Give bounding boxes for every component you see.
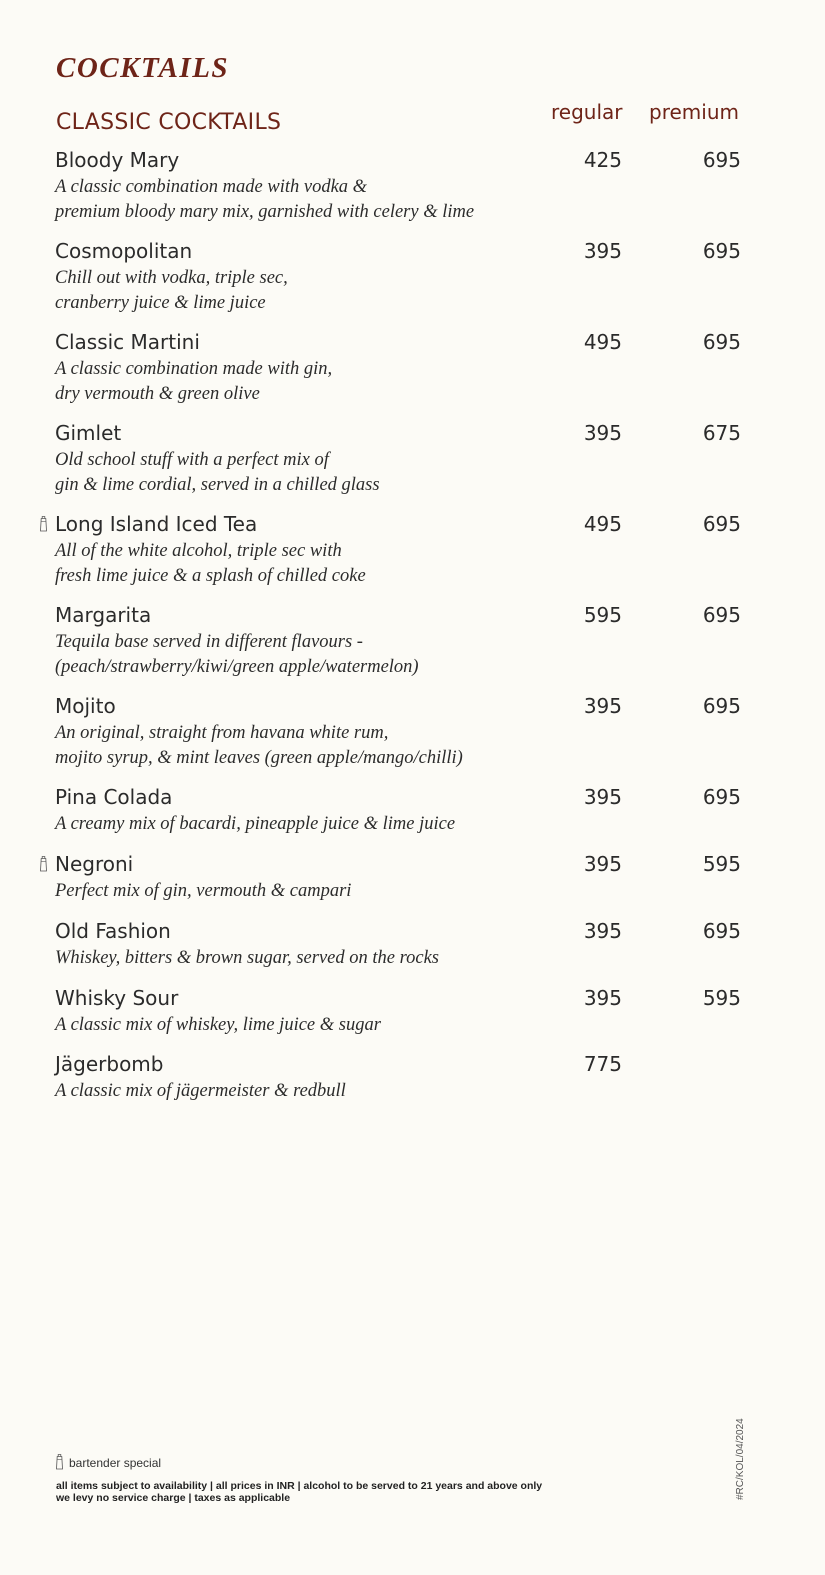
- price-regular: 425: [583, 148, 622, 172]
- footer-notes: [56, 1480, 542, 1504]
- price-premium: 595: [702, 986, 741, 1010]
- menu-item-name: Old Fashion: [55, 919, 171, 943]
- price-premium: 695: [702, 603, 741, 627]
- menu-item-name: Mojito: [55, 694, 116, 718]
- price-premium: 695: [702, 512, 741, 536]
- cocktail-shaker-icon: [40, 856, 47, 872]
- menu-item-description: Perfect mix of gin, vermouth & campari: [55, 881, 352, 901]
- legend-label: bartender special: [69, 1456, 162, 1470]
- column-header-premium: premium: [649, 100, 739, 124]
- legend: [56, 1454, 161, 1470]
- price-regular: 395: [583, 986, 622, 1010]
- price-premium: 695: [702, 694, 741, 718]
- menu-item-name: Classic Martini: [55, 330, 200, 354]
- section-title: CLASSIC COCKTAILS: [56, 110, 282, 135]
- menu-item-description: All of the white alcohol, triple sec with fresh lime juice & a splash of chilled coke: [55, 541, 366, 586]
- menu-item-name: Gimlet: [55, 421, 122, 445]
- menu-item-name: Bloody Mary: [55, 148, 180, 172]
- price-regular: 395: [583, 694, 622, 718]
- menu-item-name: Cosmopolitan: [55, 239, 193, 263]
- price-premium: 675: [702, 421, 741, 445]
- menu-code: #RC/KOL/04/2024: [735, 1418, 746, 1500]
- menu-item-description: Chill out with vodka, triple sec, cranberry juice & lime juice: [55, 268, 288, 313]
- menu-item-description: A classic mix of jägermeister & redbull: [55, 1081, 346, 1101]
- price-regular: 395: [583, 421, 622, 445]
- menu-item-description: Old school stuff with a perfect mix of gin & lime cordial, served in a chilled glass: [55, 450, 380, 495]
- menu-item-name: Pina Colada: [55, 785, 173, 809]
- price-regular: 495: [583, 512, 622, 536]
- price-regular: 495: [583, 330, 622, 354]
- footer-line-1: all items subject to availability | all prices in INR | alcohol to be served to 21 years and above only: [56, 1480, 543, 1492]
- price-premium: 695: [702, 919, 741, 943]
- menu-item-name: Whisky Sour: [55, 986, 179, 1010]
- menu-item-name: Long Island Iced Tea: [55, 512, 258, 536]
- menu-item-description: A classic combination made with gin, dry vermouth & green olive: [55, 359, 333, 404]
- menu-item-name: Negroni: [55, 852, 134, 876]
- page-title: COCKTAILS: [56, 52, 230, 84]
- price-regular: 775: [583, 1052, 622, 1076]
- footer-line-2: we levy no service charge | taxes as applicable: [56, 1492, 291, 1504]
- menu-item-name: Margarita: [55, 603, 152, 627]
- price-regular: 395: [583, 852, 622, 876]
- menu-item-description: A creamy mix of bacardi, pineapple juice & lime juice: [55, 814, 456, 834]
- menu-item-description: Whiskey, bitters & brown sugar, served on the rocks: [55, 948, 440, 968]
- price-regular: 395: [583, 239, 622, 263]
- price-premium: 695: [702, 148, 741, 172]
- price-premium: 695: [702, 785, 741, 809]
- menu-item-description: An original, straight from havana white rum, mojito syrup, & mint leaves (green apple/mango/chilli): [55, 723, 463, 768]
- price-regular: 395: [583, 919, 622, 943]
- cocktail-shaker-icon: [56, 1454, 63, 1470]
- menu-item-name: Jägerbomb: [55, 1052, 164, 1076]
- price-premium: 695: [702, 239, 741, 263]
- cocktail-shaker-icon: [40, 516, 47, 532]
- column-header-regular: regular: [551, 100, 623, 124]
- price-premium: 695: [702, 330, 741, 354]
- price-regular: 395: [583, 785, 622, 809]
- menu-item-description: A classic mix of whiskey, lime juice & sugar: [55, 1015, 381, 1035]
- menu-item-description: A classic combination made with vodka & premium bloody mary mix, garnished with celery & lime: [55, 177, 475, 222]
- price-premium: 595: [702, 852, 741, 876]
- price-regular: 595: [583, 603, 622, 627]
- menu-item-description: Tequila base served in different flavours - (peach/strawberry/kiwi/green apple/watermelon): [55, 632, 419, 677]
